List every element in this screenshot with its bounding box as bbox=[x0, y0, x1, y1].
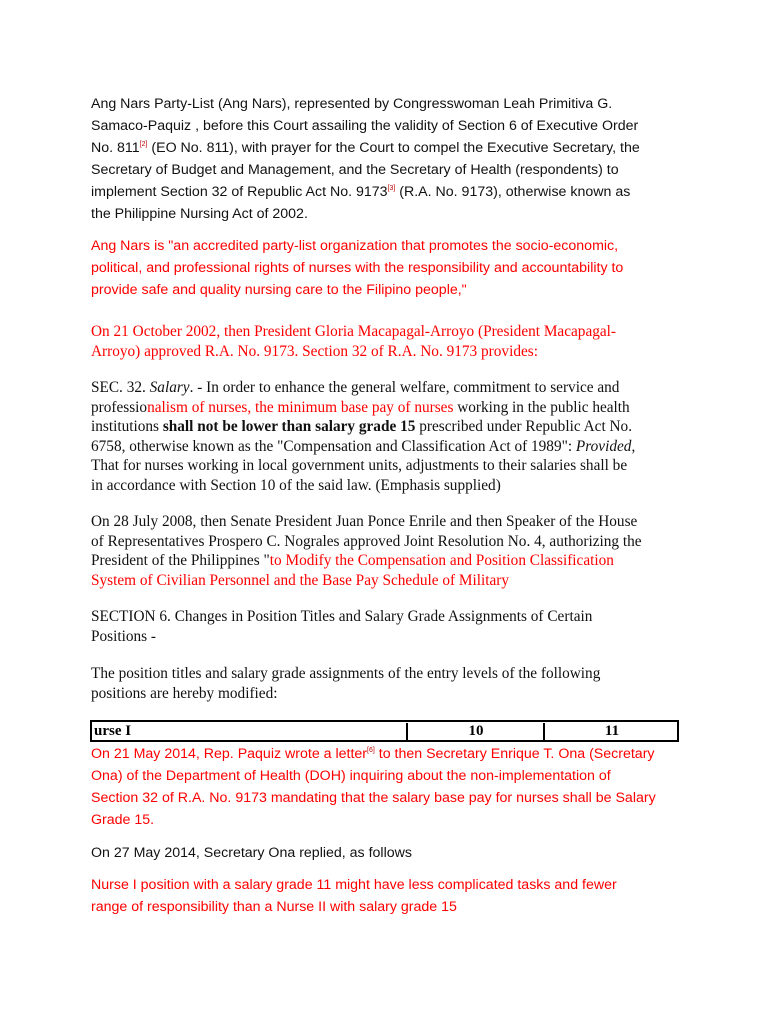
text-line: Ang Nars Party-List (Ang Nars), represented by Congresswoman Leah Primitiva G. bbox=[91, 96, 613, 112]
text-line bbox=[91, 398, 677, 418]
text-span: implement Section 32 of Republic Act No. 9173 bbox=[91, 184, 388, 200]
text-line: Ang Nars is "an accredited party-list organization that promotes the socio-economic, bbox=[91, 238, 619, 254]
approval-paragraph bbox=[91, 322, 677, 361]
intro-paragraph bbox=[91, 93, 677, 225]
text-span: President of the Philippines " bbox=[91, 552, 270, 569]
text-span: working in the public health bbox=[453, 398, 630, 416]
text-line: Grade 15. bbox=[91, 812, 155, 828]
text-span: (EO No. 811), with prayer for the Court to compel the Executive Secretary, the bbox=[147, 140, 640, 156]
text-span: , bbox=[631, 437, 636, 455]
text-line: System of Civilian Personnel and the Base Pay Schedule of Military bbox=[91, 571, 510, 589]
table-divider bbox=[543, 723, 545, 741]
footnote-ref[interactable]: [2] bbox=[139, 141, 148, 148]
text-line: political, and professional rights of nurses with the responsibility and accountability to bbox=[91, 260, 624, 276]
text-line: On 27 May 2014, Secretary Ona replied, as follows bbox=[91, 845, 412, 861]
table-divider bbox=[406, 723, 408, 741]
reply-quote-paragraph bbox=[91, 874, 677, 918]
new-salary-grade-cell: 11 bbox=[604, 723, 620, 739]
text-line: Section 32 of R.A. No. 9173 mandating that the salary base pay for nurses shall be Salary bbox=[91, 790, 656, 806]
text-span: (R.A. No. 9173), otherwise known as bbox=[395, 184, 631, 200]
text-line: provide safe and quality nursing care to the Filipino people," bbox=[91, 282, 467, 298]
text-line: SECTION 6. Changes in Position Titles and Salary Grade Assignments of Certain bbox=[91, 608, 593, 625]
text-span: professio bbox=[91, 398, 148, 416]
text-span: On 21 May 2014, Rep. Paquiz wrote a letter bbox=[91, 746, 368, 762]
text-line bbox=[91, 743, 677, 765]
text-span: No. 811 bbox=[91, 140, 140, 156]
section-6-heading bbox=[91, 607, 677, 646]
text-line: of Representatives Prospero C. Nograles approved Joint Resolution No. 4, authorizing the bbox=[91, 532, 642, 550]
text-span: institutions bbox=[91, 418, 163, 435]
joint-resolution-paragraph bbox=[91, 512, 677, 590]
text-line: Positions - bbox=[91, 627, 157, 645]
text-line bbox=[91, 378, 677, 398]
letter-paragraph bbox=[91, 743, 677, 831]
text-line: That for nurses working in local government units, adjustments to their salaries shall be bbox=[91, 457, 628, 474]
reply-paragraph bbox=[91, 842, 677, 864]
text-line: On 21 October 2002, then President Gloria Macapagal-Arroyo (President Macapagal- bbox=[91, 323, 617, 340]
old-salary-grade-cell: 10 bbox=[468, 723, 484, 739]
text-line: The position titles and salary grade assignments of the entry levels of the following bbox=[91, 665, 601, 682]
text-span: prescribed under Republic Act No. bbox=[415, 418, 633, 435]
footnote-ref[interactable]: [3] bbox=[387, 185, 396, 192]
section-32-paragraph bbox=[91, 378, 677, 495]
text-line: Arroyo) approved R.A. No. 9173. Section 32 of R.A. No. 9173 provides: bbox=[91, 342, 538, 360]
text-line bbox=[91, 437, 677, 457]
highlighted-text: nalism of nurses, the minimum base pay of nurses bbox=[147, 398, 454, 416]
position-title-cell: urse I bbox=[94, 723, 132, 739]
text-line: Secretary of Budget and Management, and the Secretary of Health (respondents) to bbox=[91, 162, 619, 178]
text-line bbox=[91, 137, 677, 159]
text-span: 6758, otherwise known as the "Compensation and Classification Act of 1989": bbox=[91, 437, 576, 455]
text-line: positions are hereby modified: bbox=[91, 684, 278, 702]
positions-paragraph bbox=[91, 664, 677, 703]
text-span: . - In order to enhance the general welfare, commitment to service and bbox=[189, 379, 620, 396]
text-line: Nurse I position with a salary grade 11 might have less complicated tasks and fewer bbox=[91, 877, 617, 893]
text-line: Samaco-Paquiz , before this Court assailing the validity of Section 6 of Executive Order bbox=[91, 118, 639, 134]
text-span: to then Secretary Enrique T. Ona (Secretary bbox=[374, 746, 655, 762]
highlighted-text: to Modify the Compensation and Position Classification bbox=[269, 552, 614, 569]
text-line: Ona) of the Department of Health (DOH) inquiring about the non-implementation of bbox=[91, 768, 611, 784]
salary-grade-table-row bbox=[90, 720, 679, 742]
text-line bbox=[91, 417, 677, 437]
text-line bbox=[91, 181, 677, 203]
ang-nars-quote-paragraph bbox=[91, 235, 677, 301]
emphasis-text: shall not be lower than salary grade 15 bbox=[162, 418, 416, 435]
text-line bbox=[91, 551, 677, 571]
text-line: range of responsibility than a Nurse II with salary grade 15 bbox=[91, 899, 457, 915]
text-line: On 28 July 2008, then Senate President Juan Ponce Enrile and then Speaker of the House bbox=[91, 513, 638, 530]
text-line: the Philippine Nursing Act of 2002. bbox=[91, 206, 308, 222]
text-span: SEC. 32. bbox=[91, 379, 150, 396]
footnote-ref[interactable]: [6] bbox=[367, 747, 375, 754]
text-line: in accordance with Section 10 of the said law. (Emphasis supplied) bbox=[91, 476, 501, 494]
salary-label: Salary bbox=[149, 379, 190, 396]
provided-label: Provided bbox=[575, 437, 632, 455]
